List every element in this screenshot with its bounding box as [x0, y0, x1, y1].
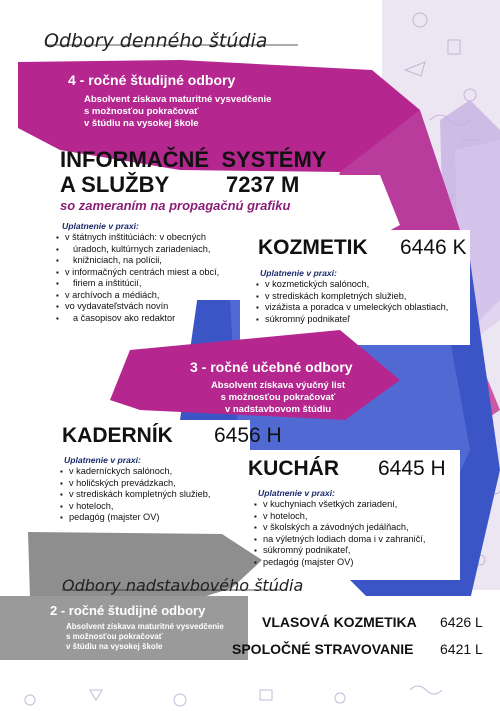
section4-desc-line: s možnosťou pokračovať — [84, 106, 199, 117]
page-title: Odbory denného štúdia — [44, 30, 268, 52]
list-item: ▪ v archívoch a médiách, — [56, 290, 256, 302]
list-item: ▪ v kuchyniach všetkých zariadení, — [254, 499, 469, 511]
list-item: ▪ na výletných lodiach doma i v zahraničí, — [254, 534, 469, 546]
list-item: ▪ v hoteloch, — [254, 511, 469, 523]
list-item: ▪ úradoch, kultúrnych zariadeniach, — [56, 244, 256, 256]
nadstavba-description — [66, 622, 224, 652]
list-item: ▪ a časopisov ako redaktor — [56, 313, 256, 325]
list-item: ▪ v kaderníckych salónoch, — [60, 466, 250, 478]
list-item: ▪ súkromný podnikateľ, — [254, 545, 469, 557]
is-subtitle: so zameraním na propagačnú grafiku — [60, 198, 291, 213]
list-item: ▪ v hoteloch, — [60, 501, 250, 513]
kuchar-label: Uplatnenie v praxi: — [258, 488, 335, 498]
section3-desc-line: v nadstavbovom štúdiu — [224, 404, 332, 415]
list-item: ▪ pedagóg (majster OV) — [254, 557, 469, 569]
list-item: ▪ vizážista a poradca v umeleckých oblastiach, — [256, 302, 471, 314]
section3-desc-line: s možnosťou pokračovať — [220, 392, 336, 403]
section4-desc-line: v štúdiu na vysokej škole — [84, 118, 199, 129]
list-item: ▪ v holičských prevádzkach, — [60, 478, 250, 490]
list-item: ▪ v štátnych inštitúciách: v obecných — [56, 232, 256, 244]
list-item: ▪ v kozmetických salónoch, — [256, 279, 471, 291]
section3-description — [208, 380, 348, 416]
list-item: ▪ v školských a závodných jedálňach, — [254, 522, 469, 534]
list-item: ▪ knižniciach, na polícii, — [56, 255, 256, 267]
is-code: 7237 M — [226, 172, 300, 197]
list-item: ▪ firiem a inštitúcií, — [56, 278, 256, 290]
kuchar-code: 6445 H — [378, 457, 446, 480]
spolocne-code: 6421 L — [440, 641, 483, 657]
kozmetik-label: Uplatnenie v praxi: — [260, 268, 337, 278]
is-label: Uplatnenie v praxi: — [62, 221, 139, 231]
kozmetik-list — [256, 279, 471, 325]
is-name-line2: A SLUŽBY — [60, 172, 170, 197]
section4-desc-line: Absolvent získava maturitné vysvedčenie — [84, 94, 272, 105]
section4-description — [84, 94, 271, 130]
is-list — [56, 232, 256, 324]
kozmetik-name: KOZMETIK — [258, 236, 368, 259]
nadstavba-desc-line: v štúdiu na vysokej škole — [66, 642, 163, 651]
kuchar-name: KUCHÁR — [248, 457, 339, 480]
kadernik-list — [60, 466, 250, 524]
list-item: ▪ v strediskách kompletných služieb, — [60, 489, 250, 501]
list-item: ▪ v strediskách kompletných služieb, — [256, 291, 471, 303]
nadstavba-title: Odbory nadstavbového štúdia — [62, 576, 304, 595]
section4-title: 4 - ročné študijné odbory — [68, 72, 236, 88]
section3-title: 3 - ročné učebné odbory — [190, 359, 353, 375]
list-item: ▪ vo vydavateľstvách novín — [56, 301, 256, 313]
kadernik-code: 6456 H — [214, 424, 282, 447]
vlasova-code: 6426 L — [440, 614, 483, 630]
section3-desc-line: Absolvent získava výučný list — [210, 380, 346, 391]
kozmetik-code: 6446 K — [400, 236, 467, 259]
is-name-line1: INFORMAČNÉ SYSTÉMY — [60, 147, 327, 172]
vlasova-name: VLASOVÁ KOZMETIKA — [262, 614, 417, 630]
kuchar-list — [254, 499, 469, 568]
kadernik-name: KADERNÍK — [62, 424, 173, 447]
kadernik-label: Uplatnenie v praxi: — [64, 455, 141, 465]
nadstavba-desc-line: Absolvent získava maturitné vysvedčenie — [66, 622, 224, 631]
nadstavba-desc-line: s možnosťou pokračovať — [66, 632, 163, 641]
list-item: ▪ pedagóg (majster OV) — [60, 512, 250, 524]
list-item: ▪ súkromný podnikateľ — [256, 314, 471, 326]
spolocne-name: SPOLOČNÉ STRAVOVANIE — [232, 641, 414, 657]
list-item: ▪ v informačných centrách miest a obcí, — [56, 267, 256, 279]
nadstavba-subtitle: 2 - ročné študijné odbory — [50, 603, 206, 618]
